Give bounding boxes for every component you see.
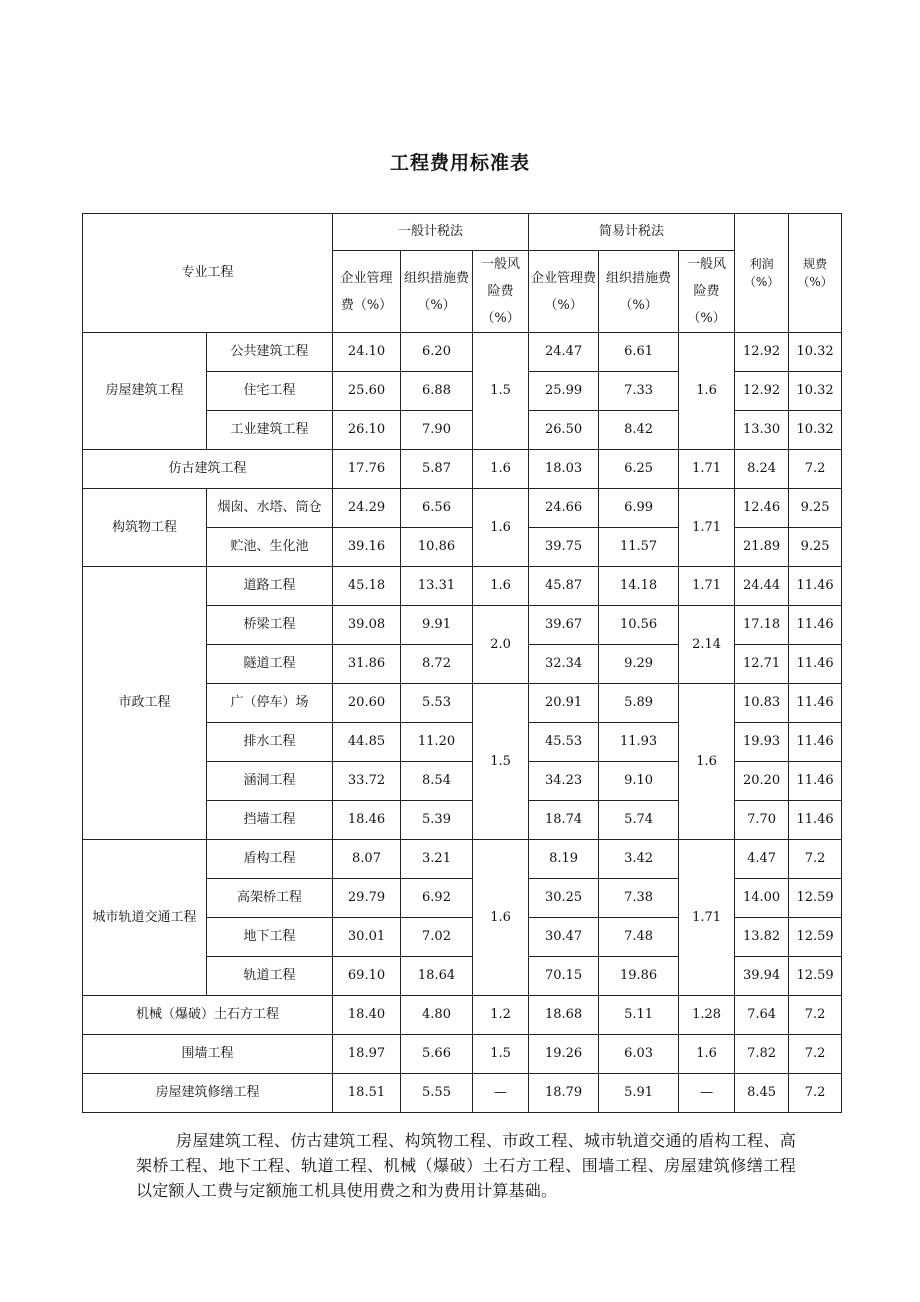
cell-org-simple: 8.42: [599, 411, 679, 450]
cell-org-general: 5.66: [401, 1035, 473, 1074]
cell-org-general: 5.53: [401, 684, 473, 723]
cell-mgmt-general: 18.51: [333, 1074, 401, 1113]
row-name: 公共建筑工程: [207, 333, 333, 372]
cell-mgmt-general: 44.85: [333, 723, 401, 762]
cell-org-simple: 5.89: [599, 684, 679, 723]
cell-mgmt-simple: 18.74: [529, 801, 599, 840]
cell-regulation: 12.59: [789, 957, 842, 996]
header-specialty: 专业工程: [83, 214, 333, 333]
category-structure: 构筑物工程: [83, 489, 207, 567]
cell-risk-general: 2.0: [473, 606, 529, 684]
header-org-fee-simple: 组织措施费（%）: [599, 251, 679, 333]
cell-mgmt-simple: 32.34: [529, 645, 599, 684]
cell-mgmt-simple: 18.03: [529, 450, 599, 489]
cell-regulation: 7.2: [789, 1074, 842, 1113]
cell-profit: 24.44: [735, 567, 789, 606]
cell-org-general: 13.31: [401, 567, 473, 606]
table-row: [83, 333, 842, 372]
cell-mgmt-general: 69.10: [333, 957, 401, 996]
cell-profit: 4.47: [735, 840, 789, 879]
row-name: 贮池、生化池: [207, 528, 333, 567]
cell-regulation: 11.46: [789, 762, 842, 801]
cell-mgmt-simple: 70.15: [529, 957, 599, 996]
cell-mgmt-general: 39.08: [333, 606, 401, 645]
cell-profit: 10.83: [735, 684, 789, 723]
cell-regulation: 10.32: [789, 333, 842, 372]
cell-org-general: 5.39: [401, 801, 473, 840]
cell-org-simple: 6.03: [599, 1035, 679, 1074]
cell-mgmt-general: 39.16: [333, 528, 401, 567]
cell-org-general: 18.64: [401, 957, 473, 996]
row-name: 桥梁工程: [207, 606, 333, 645]
footnote: 房屋建筑工程、仿古建筑工程、构筑物工程、市政工程、城市轨道交通的盾构工程、高架桥工程、地下工程、轨道工程、机械（爆破）土石方工程、围墙工程、房屋建筑修缮工程以定额人工费与定额施工机具使用费之和为费用计算基础。: [136, 1131, 796, 1200]
cell-regulation: 7.2: [789, 450, 842, 489]
cell-mgmt-simple: 8.19: [529, 840, 599, 879]
cell-profit: 20.20: [735, 762, 789, 801]
cell-org-simple: 7.33: [599, 372, 679, 411]
category-municipal: 市政工程: [83, 567, 207, 840]
cell-risk-general: 1.6: [473, 489, 529, 567]
cell-risk-general: 1.6: [473, 450, 529, 489]
cell-org-general: 8.54: [401, 762, 473, 801]
row-name: 广（停车）场: [207, 684, 333, 723]
row-name: 道路工程: [207, 567, 333, 606]
cell-profit: 14.00: [735, 879, 789, 918]
header-mgmt-fee-simple: 企业管理费（%）: [529, 251, 599, 333]
category-building: 房屋建筑工程: [83, 333, 207, 450]
cell-org-simple: 6.61: [599, 333, 679, 372]
header-risk-fee-general: 一般风险费（%）: [473, 251, 529, 333]
header-general-method: 一般计税法: [333, 214, 529, 251]
cell-org-general: 5.87: [401, 450, 473, 489]
cell-mgmt-simple: 19.26: [529, 1035, 599, 1074]
cell-profit: 8.24: [735, 450, 789, 489]
cell-risk-simple: 1.71: [679, 489, 735, 567]
cell-mgmt-simple: 24.47: [529, 333, 599, 372]
cell-org-general: 6.56: [401, 489, 473, 528]
cell-mgmt-general: 20.60: [333, 684, 401, 723]
cell-mgmt-general: 18.46: [333, 801, 401, 840]
row-name: 盾构工程: [207, 840, 333, 879]
cell-regulation: 11.46: [789, 567, 842, 606]
cell-org-general: 6.20: [401, 333, 473, 372]
cell-mgmt-general: 45.18: [333, 567, 401, 606]
cell-risk-simple: —: [679, 1074, 735, 1113]
cell-org-simple: 10.56: [599, 606, 679, 645]
row-name: 住宅工程: [207, 372, 333, 411]
cell-org-simple: 19.86: [599, 957, 679, 996]
cell-regulation: 10.32: [789, 372, 842, 411]
row-name: 涵洞工程: [207, 762, 333, 801]
header-simple-method: 简易计税法: [529, 214, 735, 251]
cell-org-simple: 14.18: [599, 567, 679, 606]
cell-mgmt-general: 17.76: [333, 450, 401, 489]
cell-regulation: 7.2: [789, 996, 842, 1035]
row-name: 挡墙工程: [207, 801, 333, 840]
cell-regulation: 9.25: [789, 489, 842, 528]
cell-profit: 7.82: [735, 1035, 789, 1074]
row-name: 隧道工程: [207, 645, 333, 684]
cell-org-simple: 7.38: [599, 879, 679, 918]
cell-risk-general: 1.6: [473, 840, 529, 996]
cell-org-general: 7.02: [401, 918, 473, 957]
cell-regulation: 9.25: [789, 528, 842, 567]
category-earthwork: 机械（爆破）土石方工程: [83, 996, 333, 1035]
cell-org-simple: 3.42: [599, 840, 679, 879]
cell-mgmt-simple: 26.50: [529, 411, 599, 450]
cell-mgmt-simple: 34.23: [529, 762, 599, 801]
header-profit: 利润（%）: [735, 214, 789, 333]
cell-mgmt-general: 24.10: [333, 333, 401, 372]
row-name: 烟囱、水塔、筒仓: [207, 489, 333, 528]
cell-mgmt-general: 24.29: [333, 489, 401, 528]
cell-profit: 21.89: [735, 528, 789, 567]
cell-regulation: 11.46: [789, 645, 842, 684]
cell-risk-general: 1.6: [473, 567, 529, 606]
cell-org-simple: 9.29: [599, 645, 679, 684]
cell-profit: 39.94: [735, 957, 789, 996]
cell-profit: 13.82: [735, 918, 789, 957]
cell-org-simple: 6.25: [599, 450, 679, 489]
cell-risk-general: 1.5: [473, 684, 529, 840]
page-title: 工程费用标准表: [389, 152, 530, 174]
cell-risk-general: —: [473, 1074, 529, 1113]
cell-mgmt-simple: 39.67: [529, 606, 599, 645]
category-rail: 城市轨道交通工程: [83, 840, 207, 996]
cell-regulation: 12.59: [789, 879, 842, 918]
cell-risk-simple: 1.71: [679, 840, 735, 996]
table-row: [83, 489, 842, 528]
cell-mgmt-simple: 20.91: [529, 684, 599, 723]
row-name: 工业建筑工程: [207, 411, 333, 450]
cell-risk-simple: 1.71: [679, 450, 735, 489]
cell-org-general: 8.72: [401, 645, 473, 684]
cell-risk-simple: 2.14: [679, 606, 735, 684]
cell-mgmt-general: 18.97: [333, 1035, 401, 1074]
row-name: 地下工程: [207, 918, 333, 957]
fee-standard-table: [82, 213, 842, 1113]
cell-mgmt-general: 25.60: [333, 372, 401, 411]
cell-org-simple: 6.99: [599, 489, 679, 528]
cell-risk-simple: 1.6: [679, 1035, 735, 1074]
cell-org-general: 6.88: [401, 372, 473, 411]
category-repair: 房屋建筑修缮工程: [83, 1074, 333, 1113]
category-antique: 仿古建筑工程: [83, 450, 333, 489]
cell-risk-general: 1.2: [473, 996, 529, 1035]
cell-org-simple: 7.48: [599, 918, 679, 957]
cell-mgmt-general: 33.72: [333, 762, 401, 801]
cell-org-general: 5.55: [401, 1074, 473, 1113]
cell-org-general: 11.20: [401, 723, 473, 762]
header-regulation-fee: 规费（%）: [789, 214, 842, 333]
cell-risk-general: 1.5: [473, 333, 529, 450]
row-name: 轨道工程: [207, 957, 333, 996]
cell-profit: 7.64: [735, 996, 789, 1035]
cell-org-simple: 11.57: [599, 528, 679, 567]
table-row: [83, 1035, 842, 1074]
category-wall: 围墙工程: [83, 1035, 333, 1074]
cell-org-simple: 9.10: [599, 762, 679, 801]
header-org-fee-general: 组织措施费（%）: [401, 251, 473, 333]
cell-org-general: 4.80: [401, 996, 473, 1035]
cell-mgmt-simple: 30.25: [529, 879, 599, 918]
cell-org-general: 9.91: [401, 606, 473, 645]
cell-mgmt-simple: 45.87: [529, 567, 599, 606]
cell-profit: 19.93: [735, 723, 789, 762]
cell-regulation: 7.2: [789, 840, 842, 879]
cell-profit: 17.18: [735, 606, 789, 645]
header-risk-fee-simple: 一般风险费（%）: [679, 251, 735, 333]
cell-profit: 13.30: [735, 411, 789, 450]
table-row: [83, 996, 842, 1035]
cell-mgmt-general: 8.07: [333, 840, 401, 879]
cell-mgmt-simple: 39.75: [529, 528, 599, 567]
cell-profit: 12.92: [735, 372, 789, 411]
row-name: 排水工程: [207, 723, 333, 762]
cell-mgmt-simple: 45.53: [529, 723, 599, 762]
cell-org-simple: 5.11: [599, 996, 679, 1035]
cell-regulation: 10.32: [789, 411, 842, 450]
cell-mgmt-general: 29.79: [333, 879, 401, 918]
cell-profit: 12.46: [735, 489, 789, 528]
cell-org-general: 6.92: [401, 879, 473, 918]
header-mgmt-fee-general: 企业管理费（%）: [333, 251, 401, 333]
cell-profit: 8.45: [735, 1074, 789, 1113]
cell-regulation: 11.46: [789, 801, 842, 840]
cell-mgmt-simple: 24.66: [529, 489, 599, 528]
cell-risk-simple: 1.28: [679, 996, 735, 1035]
cell-regulation: 7.2: [789, 1035, 842, 1074]
cell-mgmt-general: 18.40: [333, 996, 401, 1035]
row-name: 高架桥工程: [207, 879, 333, 918]
cell-mgmt-simple: 18.79: [529, 1074, 599, 1113]
cell-profit: 7.70: [735, 801, 789, 840]
cell-regulation: 11.46: [789, 684, 842, 723]
cell-org-simple: 11.93: [599, 723, 679, 762]
cell-org-simple: 5.74: [599, 801, 679, 840]
cell-org-simple: 5.91: [599, 1074, 679, 1113]
cell-mgmt-simple: 18.68: [529, 996, 599, 1035]
cell-mgmt-simple: 25.99: [529, 372, 599, 411]
cell-org-general: 3.21: [401, 840, 473, 879]
cell-mgmt-general: 31.86: [333, 645, 401, 684]
cell-risk-general: 1.5: [473, 1035, 529, 1074]
cell-risk-simple: 1.6: [679, 684, 735, 840]
table-row: [83, 1074, 842, 1113]
table-row: [83, 450, 842, 489]
cell-regulation: 11.46: [789, 606, 842, 645]
cell-mgmt-simple: 30.47: [529, 918, 599, 957]
cell-org-general: 10.86: [401, 528, 473, 567]
cell-regulation: 12.59: [789, 918, 842, 957]
cell-profit: 12.92: [735, 333, 789, 372]
cell-org-general: 7.90: [401, 411, 473, 450]
cell-regulation: 11.46: [789, 723, 842, 762]
cell-risk-simple: 1.6: [679, 333, 735, 450]
header-row-1: [83, 214, 842, 251]
cell-mgmt-general: 30.01: [333, 918, 401, 957]
cell-profit: 12.71: [735, 645, 789, 684]
cell-risk-simple: 1.71: [679, 567, 735, 606]
cell-mgmt-general: 26.10: [333, 411, 401, 450]
table-row: [83, 567, 842, 606]
table-row: [83, 840, 842, 879]
